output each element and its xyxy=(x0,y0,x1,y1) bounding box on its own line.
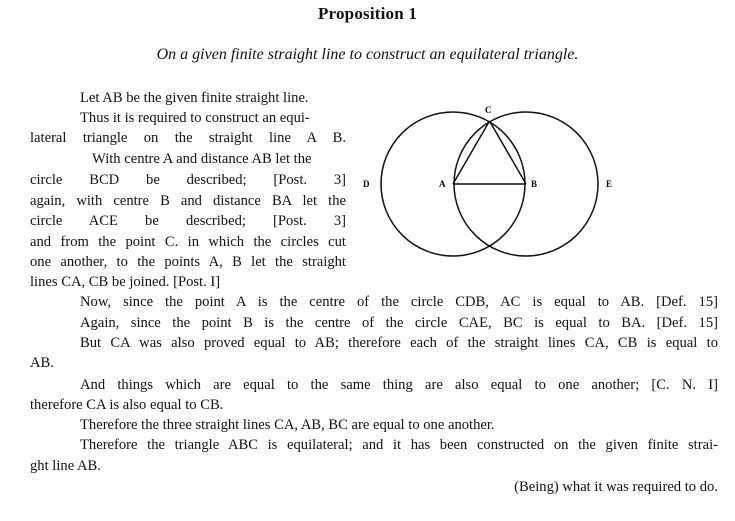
segment-cb xyxy=(490,121,527,184)
proposition-statement: On a given finite straight line to construct an equilateral triangle. xyxy=(156,46,579,63)
text-line-10: lines CA, CB be joined. [Post. I] xyxy=(30,274,221,290)
text-line-13: But CA was also proved equal to AB; therefore each of the straight lines CA, CB is equal to xyxy=(80,335,718,351)
text-line-12: Again, since the point B is the centre of the circle CAE, BC is equal to BA. [Def. 15] xyxy=(80,315,718,331)
text-line-5: circle BCD be described; [Post. 3] xyxy=(30,172,346,188)
text-line-4: With centre A and distance AB let the xyxy=(92,151,312,167)
text-line-18: Therefore the triangle ABC is equilateral; and it has been constructed on the given finite strai- xyxy=(80,437,718,453)
text-line-15: And things which are equal to the same thing are also equal to one another; [C. N. I] xyxy=(80,377,718,393)
label-b: B xyxy=(531,179,538,189)
label-a: A xyxy=(439,179,446,189)
construction-figure xyxy=(355,100,625,270)
text-line-17: Therefore the three straight lines CA, AB, BC are equal to one another. xyxy=(80,417,495,433)
text-line-3: lateral triangle on the straight line A B. xyxy=(30,130,346,146)
text-line-16: therefore CA is also equal to CB. xyxy=(30,397,224,413)
text-line-19: ght line AB. xyxy=(30,458,101,474)
text-line-6: again, with centre B and distance BA let the xyxy=(30,193,346,209)
proposition-title: Proposition 1 xyxy=(317,4,418,23)
text-line-11: Now, since the point A is the centre of the circle CDB, AC is equal to AB. [Def. 15] xyxy=(80,294,718,310)
label-c: C xyxy=(485,105,492,115)
text-line-2: Thus it is required to construct an equi- xyxy=(80,110,310,126)
segment-ca xyxy=(453,121,490,184)
label-e: E xyxy=(606,179,613,189)
text-line-7: circle ACE be described; [Post. 3] xyxy=(30,213,346,229)
text-line-1: Let AB be the given finite straight line. xyxy=(80,90,309,106)
text-line-20: (Being) what it was required to do. xyxy=(514,479,718,495)
text-line-8: and from the point C. in which the circles cut xyxy=(30,234,346,250)
text-line-9: one another, to the points A, B let the straight xyxy=(30,254,346,270)
text-line-14: AB. xyxy=(30,355,54,371)
label-d: D xyxy=(363,179,370,189)
